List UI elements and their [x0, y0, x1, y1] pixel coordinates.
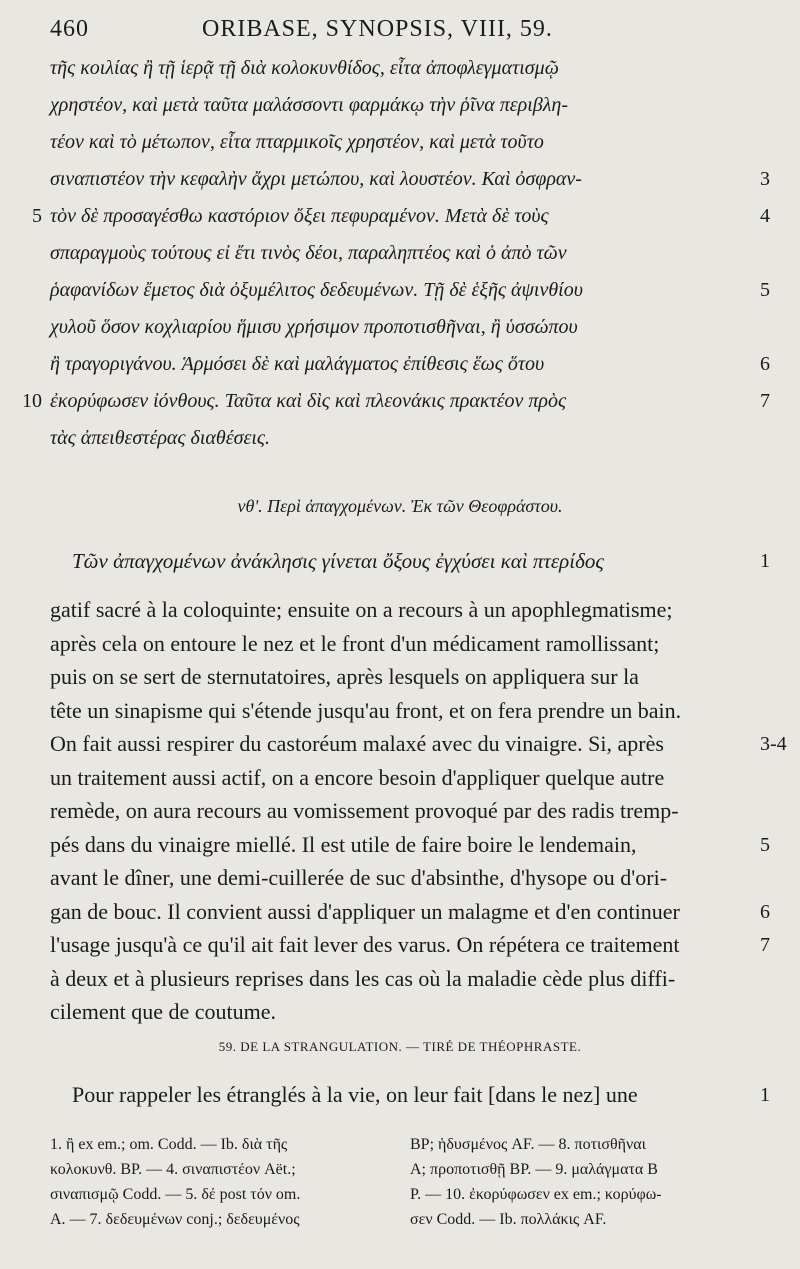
greek-line: σιναπιστέον τὴν κεφαλὴν ἄχρι μετώπου, καὶ λουστέον. Καὶ ὀσφραν-: [50, 168, 582, 190]
footnotes-right-column: [410, 1132, 750, 1232]
greek-line: σπαραγμοὺς τούτους εἰ ἔτι τινὸς δέοι, παραληπτέος καὶ ὁ ἀπὸ τῶν: [50, 242, 567, 264]
greek-line: ἢ τραγοριγάνου. Ἁρμόσει δὲ καὶ μαλάγματος ἐπίθεσις ἕως ὅτου: [50, 353, 545, 375]
greek-line: τὸν δὲ προσαγέσθω καστόριον ὄξει πεφυραμένον. Μετὰ δὲ τοὺς: [50, 205, 549, 227]
french-line: gatif sacré à la coloquinte; ensuite on a recours à un apophlegmatisme;: [50, 597, 673, 622]
french-right-line-number: [760, 626, 796, 662]
greek-left-line-number: [18, 272, 42, 308]
french-line: cilement que de coutume.: [50, 999, 277, 1024]
greek-right-line-number: [760, 124, 796, 160]
french-right-line-number: [760, 659, 796, 695]
greek-right-line-number: [760, 87, 796, 123]
footnote-line: σιναπισμῷ Codd. — 5. δέ post τόν om.: [50, 1186, 301, 1203]
greek-left-line-number: [18, 309, 42, 345]
greek-section-number: 1: [760, 550, 770, 572]
french-section-heading: 59. DE LA STRANGULATION. — TIRÉ DE THÉOPHRASTE.: [218, 1039, 582, 1054]
greek-right-line-number: [760, 50, 796, 86]
footnote-line: σεν Codd. — Ib. πολλάκις AF.: [410, 1211, 607, 1228]
french-right-line-number: [760, 994, 796, 1030]
french-line: puis on se sert de sternutatoires, après lesquels on appliquera sur la: [50, 664, 639, 689]
greek-right-line-number: [760, 420, 796, 456]
french-right-line-number: 7: [760, 934, 770, 956]
page-number: 460: [50, 16, 89, 42]
french-right-line-number: [760, 961, 796, 997]
greek-line: ἐκορύφωσεν ἰόνθους. Ταῦτα καὶ δὶς καὶ πλεονάκις πρακτέον πρὸς: [50, 390, 567, 412]
greek-section-heading: νθʹ. Περὶ ἀπαγχομένων. Ἐκ τῶν Θεοφράστου.: [237, 496, 563, 516]
french-line: à deux et à plusieurs reprises dans les cas où la maladie cède plus diffi-: [50, 966, 676, 991]
french-line: remède, on aura recours au vomissement provoqué par des radis tremp-: [50, 798, 679, 823]
french-right-line-number: [760, 860, 796, 896]
greek-right-line-number: [760, 235, 796, 271]
footnote-line: κολοκυνθ. BP. — 4. σιναπιστέον Aët.;: [50, 1161, 296, 1178]
french-line: après cela on entoure le nez et le front d'un médicament ramollissant;: [50, 631, 660, 656]
french-line: avant le dîner, une demi-cuillerée de suc d'absinthe, d'hysope ou d'ori-: [50, 865, 668, 890]
greek-left-line-number: [18, 87, 42, 123]
footnote-line: BP; ἡδυσμένος AF. — 8. ποτισθῆναι: [410, 1136, 646, 1153]
greek-left-line-number: [18, 124, 42, 160]
french-right-line-number: [760, 793, 796, 829]
french-section-line: Pour rappeler les étranglés à la vie, on leur fait [dans le nez] une: [72, 1082, 638, 1107]
french-line: un traitement aussi actif, on a encore besoin d'appliquer quelque autre: [50, 765, 665, 790]
footnote-line: P. — 10. ἐκορύφωσεν ex em.; κορύφω-: [410, 1186, 662, 1203]
french-right-line-number: 5: [760, 834, 770, 856]
greek-left-line-number: 10: [22, 390, 42, 412]
footnote-line: A. — 7. δεδευμένων conj.; δεδευμένος: [50, 1211, 300, 1228]
french-line: tête un sinapisme qui s'étende jusqu'au front, et on fera prendre un bain.: [50, 698, 682, 723]
greek-right-line-number: 6: [760, 353, 770, 375]
greek-right-line-number: 4: [760, 205, 770, 227]
greek-section-line: Τῶν ἀπαγχομένων ἀνάκλησις γίνεται ὄξους ἐγχύσει καὶ πτερίδος: [72, 549, 604, 573]
greek-left-line-number: [18, 235, 42, 271]
greek-left-line-number: [18, 346, 42, 382]
greek-line: τέον καὶ τὸ μέτωπον, εἶτα πταρμικοῖς χρηστέον, καὶ μετὰ τοῦτο: [50, 131, 544, 153]
greek-line: ῥαφανίδων ἔμετος διὰ ὀξυμέλιτος δεδευμένων. Τῇ δὲ ἑξῆς ἀψινθίου: [50, 279, 583, 301]
greek-line: τῆς κοιλίας ἢ τῇ ἱερᾷ τῇ διὰ κολοκυνθίδος, εἶτα ἀποφλεγματισμῷ: [50, 57, 559, 79]
french-section-number: 1: [760, 1084, 770, 1106]
footnotes-left-column: [50, 1132, 390, 1232]
greek-line: χυλοῦ ὅσον κοχλιαρίου ἥμισυ χρήσιμον προποτισθῆναι, ἢ ὑσσώπου: [50, 316, 578, 338]
running-header: [50, 16, 750, 48]
french-line: l'usage jusqu'à ce qu'il ait fait lever des varus. On répétera ce traitement: [50, 932, 680, 957]
french-right-line-number: 6: [760, 901, 770, 923]
greek-right-line-number: 3: [760, 168, 770, 190]
greek-left-line-number: [18, 50, 42, 86]
footnote-line: A; προποτισθῇ BP. — 9. μαλάγματα B: [410, 1161, 658, 1178]
running-title: ORIBASE, SYNOPSIS, VIII, 59.: [202, 16, 553, 42]
greek-line: τὰς ἀπειθεστέρας διαθέσεις.: [50, 427, 271, 449]
french-line: pés dans du vinaigre miellé. Il est utile de faire boire le lendemain,: [50, 832, 637, 857]
french-right-line-number: [760, 592, 796, 628]
greek-line: χρηστέον, καὶ μετὰ ταῦτα μαλάσσοντι φαρμάκῳ τὴν ῥῖνα περιβλη-: [50, 94, 569, 116]
footnote-line: 1. ἢ ex em.; om. Codd. — Ib. διὰ τῆς: [50, 1136, 288, 1153]
greek-left-line-number: 5: [32, 205, 42, 227]
greek-left-line-number: [18, 161, 42, 197]
greek-right-line-number: 5: [760, 279, 770, 301]
french-right-line-number: 3-4: [760, 733, 787, 755]
french-line: On fait aussi respirer du castoréum malaxé avec du vinaigre. Si, après: [50, 731, 664, 756]
greek-right-line-number: [760, 309, 796, 345]
french-right-line-number: [760, 760, 796, 796]
french-right-line-number: [760, 693, 796, 729]
french-line: gan de bouc. Il convient aussi d'appliquer un malagme et d'en continuer: [50, 899, 680, 924]
greek-right-line-number: 7: [760, 390, 770, 412]
greek-left-line-number: [18, 420, 42, 456]
